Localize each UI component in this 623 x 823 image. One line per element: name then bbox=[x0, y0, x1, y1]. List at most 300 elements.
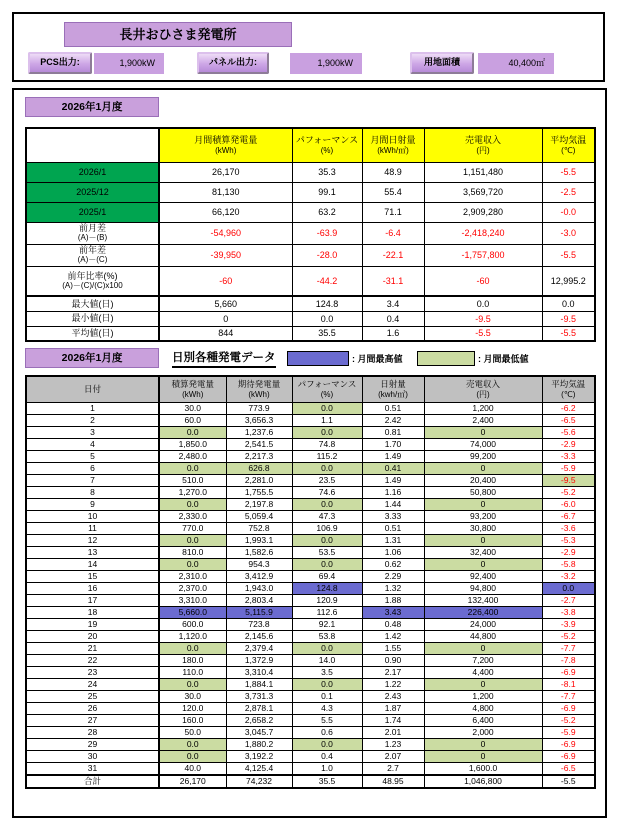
table-cell: -5.5 bbox=[542, 326, 595, 341]
daily-table-row bbox=[26, 702, 595, 714]
table-cell: 0.0 bbox=[292, 462, 362, 474]
daily-date-cell: 25 bbox=[26, 690, 159, 702]
table-cell: 0 bbox=[424, 558, 542, 570]
table-cell: 2,281.0 bbox=[226, 474, 292, 486]
table-cell: -5.5 bbox=[542, 244, 595, 266]
table-cell: 0.0 bbox=[159, 426, 226, 438]
daily-table-row bbox=[26, 606, 595, 618]
monthly-max-legend-label: : 月間最高値 bbox=[352, 354, 403, 364]
table-cell: -3.3 bbox=[542, 450, 595, 462]
table-cell: 0.0 bbox=[292, 402, 362, 414]
daily-table-row bbox=[26, 462, 595, 474]
table-cell: -60 bbox=[159, 266, 292, 296]
table-cell: -44.2 bbox=[292, 266, 362, 296]
table-cell: 120.0 bbox=[159, 702, 226, 714]
table-cell: 0.0 bbox=[292, 534, 362, 546]
daily-table-row bbox=[26, 690, 595, 702]
table-cell: -6.0 bbox=[542, 498, 595, 510]
daily-table-row bbox=[26, 510, 595, 522]
table-cell: 0 bbox=[424, 678, 542, 690]
table-cell: 3,569,720 bbox=[424, 182, 542, 202]
table-cell: 0.6 bbox=[292, 726, 362, 738]
daily-total-row bbox=[26, 775, 595, 788]
daily-date-cell: 29 bbox=[26, 738, 159, 750]
table-cell: -5.2 bbox=[542, 630, 595, 642]
table-cell: 48.9 bbox=[362, 162, 424, 182]
table-cell: 0.4 bbox=[292, 750, 362, 762]
daily-table-row bbox=[26, 546, 595, 558]
table-cell: 66,120 bbox=[159, 202, 292, 222]
daily-date-cell: 2 bbox=[26, 414, 159, 426]
table-cell: -5.5 bbox=[424, 326, 542, 341]
table-cell: -31.1 bbox=[362, 266, 424, 296]
daily-table-row bbox=[26, 762, 595, 775]
table-cell: 112.6 bbox=[292, 606, 362, 618]
table-cell: 2,400 bbox=[424, 414, 542, 426]
table-cell: 4,400 bbox=[424, 666, 542, 678]
monthly-table-row bbox=[26, 202, 595, 222]
monthly-row-label: 最小値(日) bbox=[26, 311, 159, 326]
monthly-row-label: 2025/12 bbox=[26, 182, 159, 202]
daily-table-row bbox=[26, 438, 595, 450]
table-cell: -5.8 bbox=[542, 558, 595, 570]
table-cell: 1,046,800 bbox=[424, 775, 542, 788]
table-cell: 3,310.4 bbox=[226, 666, 292, 678]
table-cell: 2,000 bbox=[424, 726, 542, 738]
table-cell: -6.9 bbox=[542, 666, 595, 678]
monthly-row-label: 前月差 (A)－(B) bbox=[26, 222, 159, 244]
table-cell: 40.0 bbox=[159, 762, 226, 775]
table-cell: 53.5 bbox=[292, 546, 362, 558]
table-cell: 180.0 bbox=[159, 654, 226, 666]
daily-date-cell: 5 bbox=[26, 450, 159, 462]
table-cell: -7.7 bbox=[542, 690, 595, 702]
table-cell: 2,379.4 bbox=[226, 642, 292, 654]
panel-output-value: 1,900kW bbox=[290, 53, 362, 74]
daily-data-table bbox=[25, 375, 596, 789]
table-cell: 26,170 bbox=[159, 775, 226, 788]
daily-table-row bbox=[26, 558, 595, 570]
table-cell: 1,237.6 bbox=[226, 426, 292, 438]
table-cell: -3.8 bbox=[542, 606, 595, 618]
table-cell: 1.88 bbox=[362, 594, 424, 606]
daily-table-row bbox=[26, 474, 595, 486]
table-cell: 2.29 bbox=[362, 570, 424, 582]
table-cell: 1,120.0 bbox=[159, 630, 226, 642]
table-cell: 71.1 bbox=[362, 202, 424, 222]
table-cell: 1,372.9 bbox=[226, 654, 292, 666]
daily-table-row bbox=[26, 666, 595, 678]
table-cell: 770.0 bbox=[159, 522, 226, 534]
table-cell: -9.5 bbox=[424, 311, 542, 326]
daily-table-row bbox=[26, 450, 595, 462]
daily-date-cell: 11 bbox=[26, 522, 159, 534]
table-cell: 5.5 bbox=[292, 714, 362, 726]
table-cell: 1,880.2 bbox=[226, 738, 292, 750]
table-cell: 3,192.2 bbox=[226, 750, 292, 762]
table-cell: 2,480.0 bbox=[159, 450, 226, 462]
table-cell: 74.8 bbox=[292, 438, 362, 450]
table-cell: 2,330.0 bbox=[159, 510, 226, 522]
plant-title: 長井おひさま発電所 bbox=[64, 22, 292, 47]
table-cell: 2,541.5 bbox=[226, 438, 292, 450]
monthly-table-body bbox=[26, 162, 595, 341]
table-cell: 0 bbox=[424, 462, 542, 474]
monthly-min-legend-swatch bbox=[417, 351, 475, 366]
table-cell: -6.5 bbox=[542, 414, 595, 426]
table-cell: 47.3 bbox=[292, 510, 362, 522]
site-area-button[interactable]: 用地面積 bbox=[410, 52, 474, 74]
table-cell: 74,232 bbox=[226, 775, 292, 788]
daily-table-row bbox=[26, 654, 595, 666]
daily-table-body bbox=[26, 402, 595, 788]
table-cell: 0.0 bbox=[542, 582, 595, 594]
pcs-output-button[interactable]: PCS出力: bbox=[28, 52, 92, 74]
monthly-row-label: 2026/1 bbox=[26, 162, 159, 182]
monthly-row-label: 平均値(日) bbox=[26, 326, 159, 341]
table-cell: -5.9 bbox=[542, 726, 595, 738]
table-cell: 0.0 bbox=[292, 738, 362, 750]
table-cell: 1.1 bbox=[292, 414, 362, 426]
table-cell: 1,884.1 bbox=[226, 678, 292, 690]
table-cell: 1,755.5 bbox=[226, 486, 292, 498]
table-cell: 1,200 bbox=[424, 402, 542, 414]
table-cell: -6.5 bbox=[542, 762, 595, 775]
table-cell: 48.95 bbox=[362, 775, 424, 788]
table-cell: 0 bbox=[424, 750, 542, 762]
table-cell: -2.5 bbox=[542, 182, 595, 202]
daily-table-row bbox=[26, 630, 595, 642]
table-cell: 1.23 bbox=[362, 738, 424, 750]
table-cell: 3.4 bbox=[362, 296, 424, 311]
site-area-value: 40,400㎡ bbox=[478, 53, 554, 74]
daily-date-cell: 28 bbox=[26, 726, 159, 738]
daily-date-cell: 4 bbox=[26, 438, 159, 450]
table-cell: 0 bbox=[424, 534, 542, 546]
table-cell: 226,400 bbox=[424, 606, 542, 618]
table-cell: 0 bbox=[424, 642, 542, 654]
table-cell: 1,943.0 bbox=[226, 582, 292, 594]
table-cell: 1,582.6 bbox=[226, 546, 292, 558]
table-cell: 124.8 bbox=[292, 296, 362, 311]
daily-table-row bbox=[26, 522, 595, 534]
table-cell: 26,170 bbox=[159, 162, 292, 182]
table-cell: 3,412.9 bbox=[226, 570, 292, 582]
table-cell: 32,400 bbox=[424, 546, 542, 558]
table-cell: -6.4 bbox=[362, 222, 424, 244]
table-cell: -60 bbox=[424, 266, 542, 296]
table-cell: 0.0 bbox=[159, 678, 226, 690]
daily-table-row bbox=[26, 498, 595, 510]
monthly-header-performance: パフォーマンス (%) bbox=[292, 128, 362, 162]
table-cell: 35.5 bbox=[292, 775, 362, 788]
monthly-table-row bbox=[26, 222, 595, 244]
table-cell: 20,400 bbox=[424, 474, 542, 486]
table-cell: 4,125.4 bbox=[226, 762, 292, 775]
table-cell: -0.0 bbox=[542, 202, 595, 222]
table-cell: -5.5 bbox=[542, 162, 595, 182]
table-cell: 0.0 bbox=[292, 426, 362, 438]
table-cell: 1.0 bbox=[292, 762, 362, 775]
table-cell: 0.0 bbox=[292, 498, 362, 510]
table-cell: 106.9 bbox=[292, 522, 362, 534]
table-cell: 0.0 bbox=[159, 558, 226, 570]
table-cell: 0.0 bbox=[292, 678, 362, 690]
table-cell: 6,400 bbox=[424, 714, 542, 726]
daily-date-cell: 18 bbox=[26, 606, 159, 618]
monthly-table-row bbox=[26, 266, 595, 296]
table-cell: 723.8 bbox=[226, 618, 292, 630]
table-cell: 69.4 bbox=[292, 570, 362, 582]
monthly-period-label: 2026年1月度 bbox=[25, 97, 159, 117]
panel-output-button[interactable]: パネル出力: bbox=[197, 52, 269, 74]
table-cell: 63.2 bbox=[292, 202, 362, 222]
table-cell: -5.5 bbox=[542, 775, 595, 788]
daily-date-cell: 24 bbox=[26, 678, 159, 690]
table-cell: 115.2 bbox=[292, 450, 362, 462]
daily-date-cell: 12 bbox=[26, 534, 159, 546]
daily-table-row bbox=[26, 414, 595, 426]
table-cell: 30.0 bbox=[159, 402, 226, 414]
table-cell: 30.0 bbox=[159, 690, 226, 702]
table-cell: -6.9 bbox=[542, 750, 595, 762]
monthly-header-energy: 月間積算発電量 (kWh) bbox=[159, 128, 292, 162]
table-cell: 954.3 bbox=[226, 558, 292, 570]
table-cell: 44,800 bbox=[424, 630, 542, 642]
daily-table-row bbox=[26, 570, 595, 582]
daily-date-cell: 14 bbox=[26, 558, 159, 570]
table-cell: 810.0 bbox=[159, 546, 226, 558]
table-cell: 2,217.3 bbox=[226, 450, 292, 462]
table-cell: 7,200 bbox=[424, 654, 542, 666]
daily-header-irradiance: 日射量 (kwh/㎡) bbox=[362, 376, 424, 402]
table-cell: 1.49 bbox=[362, 474, 424, 486]
daily-table-row bbox=[26, 534, 595, 546]
table-cell: 2,197.8 bbox=[226, 498, 292, 510]
table-cell: -54,960 bbox=[159, 222, 292, 244]
daily-date-cell: 15 bbox=[26, 570, 159, 582]
table-cell: 110.0 bbox=[159, 666, 226, 678]
table-cell: 0.0 bbox=[159, 738, 226, 750]
table-cell: 55.4 bbox=[362, 182, 424, 202]
table-cell: 0.0 bbox=[292, 311, 362, 326]
table-cell: 35.5 bbox=[292, 326, 362, 341]
monthly-max-legend-swatch bbox=[287, 351, 349, 366]
daily-table-row bbox=[26, 642, 595, 654]
table-cell: -5.2 bbox=[542, 486, 595, 498]
daily-header-temperature: 平均気温 (℃) bbox=[542, 376, 595, 402]
daily-date-cell: 21 bbox=[26, 642, 159, 654]
table-cell: -5.9 bbox=[542, 462, 595, 474]
table-cell: 60.0 bbox=[159, 414, 226, 426]
table-cell: -6.2 bbox=[542, 402, 595, 414]
daily-date-cell: 20 bbox=[26, 630, 159, 642]
daily-date-cell: 31 bbox=[26, 762, 159, 775]
table-cell: 2.43 bbox=[362, 690, 424, 702]
daily-table-row bbox=[26, 750, 595, 762]
table-cell: 510.0 bbox=[159, 474, 226, 486]
table-cell: 132,400 bbox=[424, 594, 542, 606]
monthly-min-legend-label: : 月間最低値 bbox=[478, 354, 529, 364]
table-cell: 0.1 bbox=[292, 690, 362, 702]
table-cell: 1.16 bbox=[362, 486, 424, 498]
pcs-output-value: 1,900kW bbox=[94, 53, 164, 74]
table-cell: 4,800 bbox=[424, 702, 542, 714]
table-cell: -3.2 bbox=[542, 570, 595, 582]
daily-header-revenue: 売電収入 (円) bbox=[424, 376, 542, 402]
daily-table-row bbox=[26, 402, 595, 414]
table-cell: 1.70 bbox=[362, 438, 424, 450]
table-cell: 0.0 bbox=[159, 534, 226, 546]
plant-header-panel bbox=[12, 12, 605, 82]
table-cell: 160.0 bbox=[159, 714, 226, 726]
table-cell: 0.0 bbox=[159, 642, 226, 654]
daily-table-row bbox=[26, 738, 595, 750]
daily-header-energy: 積算発電量 (kWh) bbox=[159, 376, 226, 402]
table-cell: 1.74 bbox=[362, 714, 424, 726]
daily-table-row bbox=[26, 714, 595, 726]
table-cell: 0.0 bbox=[424, 296, 542, 311]
table-cell: -5.6 bbox=[542, 426, 595, 438]
monthly-header-temperature: 平均気温 (℃) bbox=[542, 128, 595, 162]
table-cell: 0.4 bbox=[362, 311, 424, 326]
table-cell: 0.0 bbox=[159, 498, 226, 510]
daily-total-label: 合計 bbox=[26, 775, 159, 788]
table-cell: 1.31 bbox=[362, 534, 424, 546]
table-cell: 81,130 bbox=[159, 182, 292, 202]
table-cell: 1.06 bbox=[362, 546, 424, 558]
monthly-table-row bbox=[26, 182, 595, 202]
table-cell: 74.6 bbox=[292, 486, 362, 498]
table-cell: -9.5 bbox=[542, 474, 595, 486]
table-cell: 1.32 bbox=[362, 582, 424, 594]
table-cell: -3.0 bbox=[542, 222, 595, 244]
table-cell: 1,151,480 bbox=[424, 162, 542, 182]
table-cell: 5,059.4 bbox=[226, 510, 292, 522]
table-cell: 0 bbox=[424, 426, 542, 438]
table-cell: -3.6 bbox=[542, 522, 595, 534]
table-cell: 1.87 bbox=[362, 702, 424, 714]
table-cell: 0.0 bbox=[542, 296, 595, 311]
report-panel bbox=[12, 88, 607, 818]
table-cell: 1.22 bbox=[362, 678, 424, 690]
table-cell: 93,200 bbox=[424, 510, 542, 522]
daily-table-row bbox=[26, 726, 595, 738]
daily-header-expected: 期待発電量 (kWh) bbox=[226, 376, 292, 402]
table-cell: -63.9 bbox=[292, 222, 362, 244]
table-cell: 92.1 bbox=[292, 618, 362, 630]
table-cell: 2,803.4 bbox=[226, 594, 292, 606]
table-cell: 23.5 bbox=[292, 474, 362, 486]
table-cell: 626.8 bbox=[226, 462, 292, 474]
monthly-row-label: 2025/1 bbox=[26, 202, 159, 222]
table-cell: 99,200 bbox=[424, 450, 542, 462]
table-cell: 0.62 bbox=[362, 558, 424, 570]
daily-table-row bbox=[26, 426, 595, 438]
table-cell: -6.7 bbox=[542, 510, 595, 522]
daily-table-row bbox=[26, 486, 595, 498]
table-cell: -3.9 bbox=[542, 618, 595, 630]
table-cell: 120.9 bbox=[292, 594, 362, 606]
table-cell: 1.49 bbox=[362, 450, 424, 462]
table-cell: 1.44 bbox=[362, 498, 424, 510]
daily-header-date: 日付 bbox=[26, 376, 159, 402]
table-cell: 2,658.2 bbox=[226, 714, 292, 726]
monthly-table-row bbox=[26, 326, 595, 341]
table-cell: 2.07 bbox=[362, 750, 424, 762]
table-cell: 2,310.0 bbox=[159, 570, 226, 582]
table-cell: 2,145.6 bbox=[226, 630, 292, 642]
daily-section-title: 日別各種発電データ bbox=[172, 349, 276, 368]
daily-date-cell: 22 bbox=[26, 654, 159, 666]
table-cell: 3.33 bbox=[362, 510, 424, 522]
table-cell: 0.0 bbox=[159, 462, 226, 474]
table-cell: 1,993.1 bbox=[226, 534, 292, 546]
table-cell: 1.42 bbox=[362, 630, 424, 642]
table-cell: 752.8 bbox=[226, 522, 292, 534]
table-cell: 0.48 bbox=[362, 618, 424, 630]
table-cell: 3.43 bbox=[362, 606, 424, 618]
monthly-header-row bbox=[26, 128, 595, 162]
table-cell: 0.0 bbox=[292, 642, 362, 654]
table-cell: -39,950 bbox=[159, 244, 292, 266]
monthly-row-label: 最大値(日) bbox=[26, 296, 159, 311]
table-cell: 0.51 bbox=[362, 402, 424, 414]
daily-date-cell: 1 bbox=[26, 402, 159, 414]
daily-date-cell: 6 bbox=[26, 462, 159, 474]
table-cell: -2.9 bbox=[542, 546, 595, 558]
daily-date-cell: 17 bbox=[26, 594, 159, 606]
daily-date-cell: 3 bbox=[26, 426, 159, 438]
table-cell: 30,800 bbox=[424, 522, 542, 534]
daily-date-cell: 16 bbox=[26, 582, 159, 594]
table-cell: 2.01 bbox=[362, 726, 424, 738]
table-cell: 0.0 bbox=[292, 558, 362, 570]
table-cell: -2.9 bbox=[542, 438, 595, 450]
table-cell: -28.0 bbox=[292, 244, 362, 266]
table-cell: 124.8 bbox=[292, 582, 362, 594]
table-cell: 35.3 bbox=[292, 162, 362, 182]
table-cell: 600.0 bbox=[159, 618, 226, 630]
table-cell: 0.41 bbox=[362, 462, 424, 474]
monthly-row-label: 前年比率(%) (A)－(C)/(C)x100 bbox=[26, 266, 159, 296]
monthly-table-row bbox=[26, 296, 595, 311]
daily-table-row bbox=[26, 594, 595, 606]
table-cell: 50.0 bbox=[159, 726, 226, 738]
table-cell: 50,800 bbox=[424, 486, 542, 498]
table-cell: -22.1 bbox=[362, 244, 424, 266]
table-cell: 3,656.3 bbox=[226, 414, 292, 426]
daily-table-row bbox=[26, 582, 595, 594]
daily-date-cell: 26 bbox=[26, 702, 159, 714]
monthly-row-label: 前年差 (A)－(C) bbox=[26, 244, 159, 266]
daily-date-cell: 30 bbox=[26, 750, 159, 762]
daily-table-row bbox=[26, 678, 595, 690]
table-cell: 3,045.7 bbox=[226, 726, 292, 738]
table-cell: -8.1 bbox=[542, 678, 595, 690]
monthly-header-irradiance: 月間日射量 (kWh/㎡) bbox=[362, 128, 424, 162]
table-cell: 3.5 bbox=[292, 666, 362, 678]
table-cell: 1,850.0 bbox=[159, 438, 226, 450]
table-cell: 5,660.0 bbox=[159, 606, 226, 618]
daily-date-cell: 10 bbox=[26, 510, 159, 522]
daily-date-cell: 27 bbox=[26, 714, 159, 726]
daily-header-row bbox=[26, 376, 595, 402]
table-cell: -5.3 bbox=[542, 534, 595, 546]
table-cell: -9.5 bbox=[542, 311, 595, 326]
table-cell: 1,600.0 bbox=[424, 762, 542, 775]
table-cell: 53.8 bbox=[292, 630, 362, 642]
